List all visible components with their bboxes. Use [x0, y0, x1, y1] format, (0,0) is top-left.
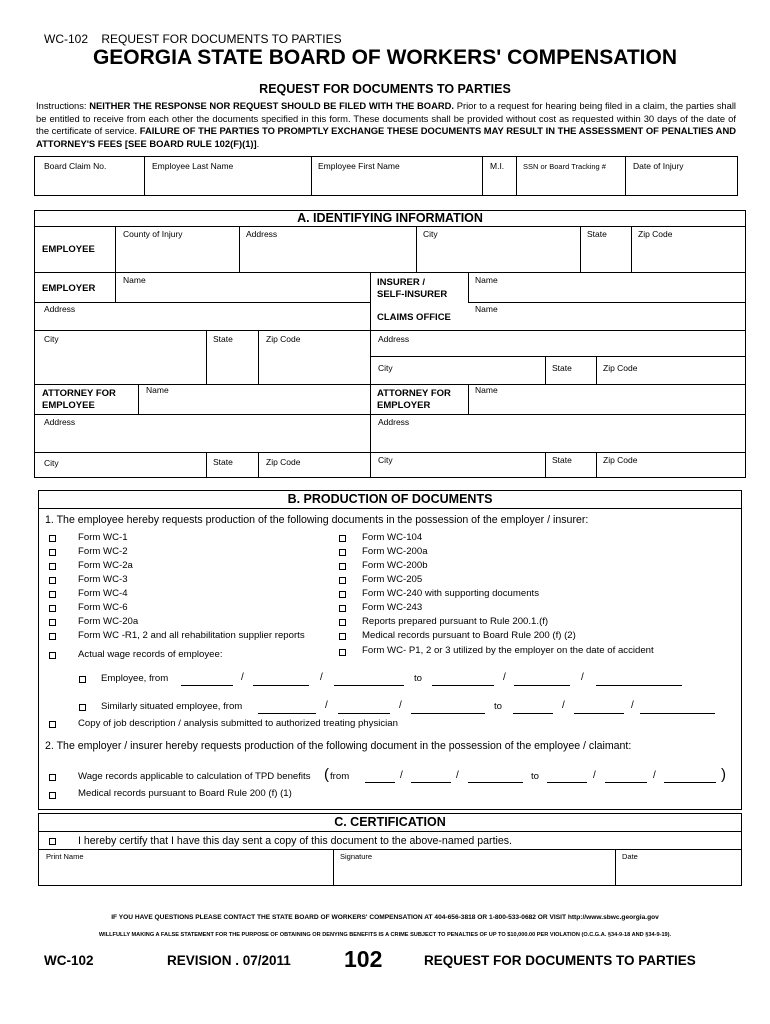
employee-last-name-field[interactable]: Employee Last Name	[152, 161, 234, 171]
left-document-label: Form WC-2	[78, 546, 128, 557]
county-of-injury-field[interactable]: County of Injury	[123, 229, 183, 239]
employee-zip-field[interactable]: Zip Code	[638, 229, 673, 239]
similar-from-year[interactable]	[411, 713, 485, 714]
attorney-employee-zip-field[interactable]: Zip Code	[266, 457, 301, 467]
tpd-to-month[interactable]	[547, 782, 587, 783]
certify-checkbox[interactable]	[49, 838, 56, 845]
attorney-employee-address-field[interactable]: Address	[44, 417, 76, 427]
right-document-label: Form WC-240 with supporting documents	[362, 588, 540, 599]
copy-job-checkbox[interactable]	[49, 721, 56, 728]
employee-to-month[interactable]	[432, 685, 494, 686]
footer-form-code: WC-102	[44, 953, 94, 968]
employer-label: EMPLOYER	[42, 283, 96, 294]
employee-from-day[interactable]	[253, 685, 309, 686]
footer-revision: REVISION . 07/2011	[167, 953, 291, 968]
right-document-label: Reports prepared pursuant to Rule 200.1.(f)	[362, 616, 549, 627]
employee-from-checkbox[interactable]	[79, 676, 86, 683]
right-document-label: Form WC-205	[362, 574, 423, 585]
tpd-from-month[interactable]	[365, 782, 395, 783]
section-b-title: B. PRODUCTION OF DOCUMENTS	[287, 492, 493, 506]
form-p1-label: Form WC- P1, 2 or 3 utilized by the employer on the date of accident	[362, 645, 654, 656]
similar-from-day[interactable]	[338, 713, 390, 714]
tpd-open-paren: (	[324, 766, 329, 783]
signature-field[interactable]: Signature	[340, 852, 373, 861]
instructions-label: Instructions:	[36, 100, 90, 111]
right-document-checkbox[interactable]	[339, 619, 346, 626]
attorney-employer-address-field[interactable]: Address	[378, 417, 410, 427]
warning-notice: WILLFULLY MAKING A FALSE STATEMENT FOR THE PURPOSE OF OBTAINING OR DENYING BENEFITS IS A CRIME SUBJECT TO PENALTIES OF UP TO $10,000.00 PER VIOLATION (O.C.G.A. §34-9-18 AND §34-9-19).	[98, 932, 672, 938]
insurer-label: INSURER / SELF-INSURER	[377, 277, 448, 300]
employee-from-label: Employee, from	[101, 673, 169, 684]
footer-form-number: 102	[344, 946, 383, 972]
employee-state-field[interactable]: State	[587, 229, 607, 239]
employee-label: EMPLOYEE	[42, 244, 95, 255]
instructions-end: .	[256, 137, 260, 149]
right-document-label: Form WC-243	[362, 602, 423, 613]
employer-address-field[interactable]: Address	[44, 304, 76, 314]
copy-job-label: Copy of job description / analysis submitted to authorized treating physician	[78, 718, 398, 729]
employee-from-year[interactable]	[334, 685, 404, 686]
instructions-bold-2: FAILURE OF THE PARTIES TO PROMPTLY EXCHANGE THESE DOCUMENTS MAY RESULT IN THE ASSESSMENT OF PENALTIES AND ATTORNEY'S FEES [SEE BOARD RULE 102(F)(1)]	[36, 125, 736, 149]
attorney-employer-city-field[interactable]: City	[378, 455, 393, 465]
instructions-text-1: Prior to a request for hearing being filed in a claim, the parties shall be entitled to receive from each other the documents specified in this form. These documents shall be provided without cost as requested within 30 days of the date of the certificate of service.	[36, 100, 736, 137]
left-document-label: Form WC-1	[78, 532, 128, 543]
section-a	[34, 210, 746, 478]
attorney-employer-state-field[interactable]: State	[552, 455, 572, 465]
right-document-label: Medical records pursuant to Board Rule 200 (f) (2)	[362, 630, 576, 641]
employer-name-field[interactable]: Name	[123, 275, 146, 285]
medical-records-checkbox[interactable]	[49, 792, 56, 799]
attorney-employer-label: ATTORNEY FOR EMPLOYER	[377, 388, 451, 411]
form-p1-checkbox[interactable]	[339, 649, 346, 656]
employee-address-field[interactable]: Address	[246, 229, 278, 239]
ssn-field[interactable]: SSN or Board Tracking #	[523, 162, 606, 171]
left-document-checkbox[interactable]	[49, 549, 56, 556]
right-document-label: Form WC-104	[362, 532, 423, 543]
similar-to-label: to	[494, 701, 503, 712]
actual-wage-label: Actual wage records of employee:	[78, 649, 223, 660]
tpd-to-day[interactable]	[605, 782, 647, 783]
tpd-to-year[interactable]	[664, 782, 716, 783]
claims-office-state-field[interactable]: State	[552, 363, 572, 373]
tpd-from-year[interactable]	[468, 782, 523, 783]
similar-to-month[interactable]	[513, 713, 553, 714]
employer-city-field[interactable]: City	[44, 334, 59, 344]
wage-tpd-checkbox[interactable]	[49, 774, 56, 781]
date-field[interactable]: Date	[622, 852, 638, 861]
wage-tpd-label: Wage records applicable to calculation of TPD benefits	[78, 771, 311, 782]
left-document-checkbox[interactable]	[49, 605, 56, 612]
employee-first-name-field[interactable]: Employee First Name	[318, 161, 400, 171]
right-document-checkbox[interactable]	[339, 591, 346, 598]
right-document-checkbox[interactable]	[339, 577, 346, 584]
tpd-from-day[interactable]	[411, 782, 451, 783]
claims-office-label: CLAIMS OFFICE	[377, 312, 451, 323]
tpd-from-label: from	[330, 771, 350, 782]
right-document-label: Form WC-200b	[362, 560, 428, 571]
certify-label: I hereby certify that I have this day sent a copy of this document to the above-named parties.	[78, 835, 512, 847]
section-b-intro-2: 2. The employer / insurer hereby requests production of the following document in the possession of the employee / claimant:	[45, 740, 632, 752]
section-a-title: A. IDENTIFYING INFORMATION	[297, 211, 483, 225]
left-document-label: Form WC-2a	[78, 560, 133, 571]
left-document-label: Form WC-3	[78, 574, 128, 585]
similar-to-year[interactable]	[640, 713, 715, 714]
attorney-employee-state-field[interactable]: State	[213, 457, 233, 467]
attorney-employee-label: ATTORNEY FOR EMPLOYEE	[42, 388, 116, 411]
medical-records-label: Medical records pursuant to Board Rule 200 (f) (1)	[78, 788, 292, 799]
right-document-checkbox[interactable]	[339, 535, 346, 542]
right-document-checkbox[interactable]	[339, 605, 346, 612]
attorney-employer-zip-field[interactable]: Zip Code	[603, 455, 638, 465]
board-claim-no-field[interactable]: Board Claim No.	[44, 161, 107, 171]
right-document-checkbox[interactable]	[339, 633, 346, 640]
left-document-checkbox[interactable]	[49, 591, 56, 598]
claims-office-name-field[interactable]: Name	[475, 304, 498, 314]
employee-to-day[interactable]	[514, 685, 570, 686]
instructions-bold-1: NEITHER THE RESPONSE NOR REQUEST SHOULD BE FILED WITH THE BOARD.	[89, 100, 454, 111]
similarly-situated-checkbox[interactable]	[79, 704, 86, 711]
attorney-employee-city-field[interactable]: City	[44, 458, 59, 468]
employer-zip-field[interactable]: Zip Code	[266, 334, 301, 344]
print-name-field[interactable]: Print Name	[46, 852, 84, 861]
right-document-checkbox[interactable]	[339, 563, 346, 570]
employee-to-label: to	[414, 673, 423, 684]
attorney-employer-name-field[interactable]: Name	[475, 385, 498, 395]
claims-office-city-field[interactable]: City	[378, 363, 393, 373]
similar-from-month[interactable]	[258, 713, 316, 714]
right-document-checkbox[interactable]	[339, 549, 346, 556]
tpd-to-label: to	[531, 771, 540, 782]
actual-wage-checkbox[interactable]	[49, 652, 56, 659]
left-document-label: Form WC-4	[78, 588, 128, 599]
date-of-injury-field[interactable]: Date of Injury	[633, 161, 684, 171]
left-document-checkbox[interactable]	[49, 535, 56, 542]
left-document-checkbox[interactable]	[49, 577, 56, 584]
left-document-checkbox[interactable]	[49, 563, 56, 570]
form-subtitle: REQUEST FOR DOCUMENTS TO PARTIES	[259, 82, 511, 96]
similarly-situated-label: Similarly situated employee, from	[101, 701, 243, 712]
left-document-label: Form WC-6	[78, 602, 128, 613]
left-document-label: Form WC -R1, 2 and all rehabilitation supplier reports	[78, 630, 305, 641]
claims-office-zip-field[interactable]: Zip Code	[603, 363, 638, 373]
similar-to-day[interactable]	[574, 713, 624, 714]
employer-state-field[interactable]: State	[213, 334, 233, 344]
claims-office-address-field[interactable]: Address	[378, 334, 410, 344]
right-document-label: Form WC-200a	[362, 546, 428, 557]
insurer-name-field[interactable]: Name	[475, 275, 498, 285]
agency-title: GEORGIA STATE BOARD OF WORKERS' COMPENSATION	[92, 46, 678, 69]
footer-form-name: REQUEST FOR DOCUMENTS TO PARTIES	[424, 953, 696, 968]
section-c-title: C. CERTIFICATION	[334, 815, 446, 829]
attorney-employee-name-field[interactable]: Name	[146, 385, 169, 395]
left-document-checkbox[interactable]	[49, 619, 56, 626]
employee-from-month[interactable]	[181, 685, 233, 686]
tpd-close-paren: )	[721, 766, 726, 783]
employee-city-field[interactable]: City	[423, 229, 438, 239]
mi-field[interactable]: M.I.	[490, 161, 505, 171]
employee-to-year[interactable]	[596, 685, 682, 686]
form-code-title: WC-102 REQUEST FOR DOCUMENTS TO PARTIES	[44, 32, 342, 46]
left-document-label: Form WC-20a	[78, 616, 139, 627]
instructions	[36, 100, 736, 150]
section-b-intro-1: 1. The employee hereby requests production of the following documents in the possession of the employer / insurer:	[45, 514, 589, 526]
left-document-checkbox[interactable]	[49, 633, 56, 640]
contact-notice: IF YOU HAVE QUESTIONS PLEASE CONTACT THE STATE BOARD OF WORKERS' COMPENSATION AT 404-656-3818 OR 1-800-533-0682 OR VISIT http://www.sbwc.georgia.gov	[111, 914, 659, 921]
